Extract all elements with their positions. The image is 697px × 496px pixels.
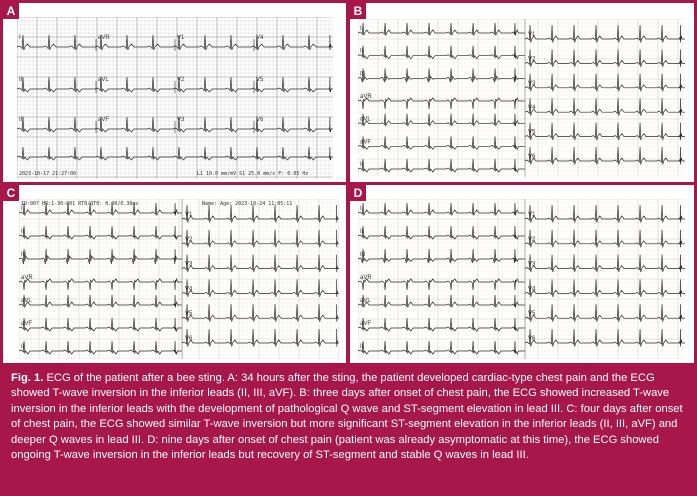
caption-text: ECG of the patient after a bee sting. A: 34 hours after the sting, the patient developed cardiac-type chest pain and the ECG showed T-wave inversion in the inferior leads (II, III, aVF). B: three days after onset of chest pain, the ECG showed increased T-wave inversion in the inferior leads with the development of pathological Q wave and ST-segment elevation in lead III. C: four days after onset of chest pain, the ECG showed similar T-wave inversion but more significant ST-segment elevation in the inferior leads (II, III, aVF) and deeper Q waves in lead III. D: nine days after onset of chest pain (patient was already asymptomatic at this time), the ECG showed ongoing T-wave inversion in the inferior leads but recovery of ST-segment and stable Q waves in lead III. <box>11 372 683 462</box>
lead-label: V5 <box>528 311 536 318</box>
lead-label: II <box>360 48 364 55</box>
ecg-trace <box>358 136 525 149</box>
lead-label: aVF <box>360 139 372 146</box>
ecg-trace <box>19 226 182 239</box>
lead-label: V4 <box>256 35 264 41</box>
lead-label: V5 <box>528 129 536 136</box>
ecg-trace <box>358 295 525 308</box>
lead-label: V2 <box>528 56 536 63</box>
ecg-trace <box>358 279 525 290</box>
lead-label: I <box>360 206 362 212</box>
caption-label: Fig. 1. <box>11 372 44 384</box>
lead-label: V1 <box>528 212 536 218</box>
ecg-trace <box>358 203 525 216</box>
lead-label: V6 <box>528 154 536 160</box>
ecg-trace <box>358 226 525 239</box>
lead-label: II <box>21 229 25 235</box>
lead-label: V1 <box>177 35 185 41</box>
ecg-strip-image <box>358 199 685 359</box>
lead-label: V6 <box>256 117 264 123</box>
ecg-trace <box>182 279 339 297</box>
ecg-trace <box>19 279 182 290</box>
panel-label: C <box>3 185 19 201</box>
lead-label: V3 <box>185 261 193 268</box>
ecg-trace <box>358 68 525 82</box>
lead-label: V4 <box>528 105 536 112</box>
footer-settings: L1 10.0 mm/mV S1 25.0 mm/s F: 0.05 Hz <box>197 171 309 177</box>
lead-label: V2 <box>528 236 536 243</box>
ecg-strip-image <box>17 17 333 179</box>
lead-label: aVL <box>360 298 371 304</box>
lead-label: aVR <box>21 275 33 281</box>
ecg-trace <box>525 25 685 43</box>
lead-label: aVF <box>21 321 33 327</box>
panel-label: A <box>3 3 19 19</box>
ecg-trace <box>19 295 182 308</box>
lead-label: II <box>360 229 364 235</box>
ecg-tracing <box>358 19 685 177</box>
lead-label: aVL <box>360 116 371 123</box>
ecg-trace <box>358 159 525 172</box>
lead-label: I <box>21 206 23 212</box>
ecg-tracing <box>358 199 685 359</box>
lead-label: aVR <box>360 94 372 100</box>
lead-label: III <box>360 252 366 258</box>
lead-label: V3 <box>528 261 536 268</box>
lead-label: aVF <box>98 117 110 123</box>
lead-label: V4 <box>185 286 193 293</box>
lead-label: aVL <box>21 298 32 304</box>
lead-label: V6 <box>528 336 536 342</box>
ecg-tracing <box>19 199 339 359</box>
ecg-panel-d <box>350 185 694 363</box>
ecg-trace <box>525 205 685 223</box>
ecg-trace <box>358 23 525 36</box>
lead-label: III <box>360 71 366 78</box>
ecg-panel-b <box>350 3 694 182</box>
lead-label: V5 <box>256 77 264 83</box>
ecg-strip-image <box>19 199 339 359</box>
lead-label: V6 <box>185 336 193 342</box>
lead-label: II <box>360 344 364 350</box>
ecg-panel-c <box>3 185 346 363</box>
ecg-trace <box>525 74 685 92</box>
figure-caption <box>3 367 694 493</box>
lead-label: II <box>21 344 25 350</box>
lead-label: II <box>360 162 364 168</box>
ecg-trace <box>525 147 685 165</box>
lead-label: V1 <box>528 32 536 38</box>
ecg-trace <box>358 318 525 331</box>
ecg-trace <box>358 98 525 109</box>
lead-label: V2 <box>177 77 185 83</box>
ecg-header: ID:007 HR:1-30-801 RT0/QT0: 0.0R/0.36ms <box>21 201 139 207</box>
ecg-trace <box>525 255 685 273</box>
lead-label: V3 <box>528 80 536 87</box>
lead-label: aVR <box>98 35 110 41</box>
ecg-trace <box>19 249 182 264</box>
lead-label: aVF <box>360 321 372 327</box>
lead-label: I <box>360 26 362 32</box>
ecg-trace <box>525 230 685 248</box>
panel-label: D <box>350 185 366 201</box>
ecg-tracing <box>17 17 333 179</box>
ecg-grid <box>358 19 685 177</box>
ecg-strip-image <box>358 19 685 177</box>
lead-label: V5 <box>185 311 193 318</box>
lead-label: V3 <box>177 117 185 123</box>
ecg-panel-a <box>3 3 346 182</box>
ecg-grid <box>358 19 685 177</box>
lead-label: V4 <box>528 286 536 293</box>
lead-label: V1 <box>185 212 193 218</box>
ecg-trace <box>358 46 525 59</box>
ecg-trace <box>525 329 685 347</box>
ecg-trace <box>525 49 685 67</box>
ecg-trace <box>182 255 339 273</box>
lead-label: III <box>21 252 27 258</box>
ecg-header-right: Name: Age: 2023-10-24 11:05:11 <box>202 201 293 207</box>
ecg-trace <box>525 123 685 141</box>
lead-label: I <box>19 35 21 41</box>
lead-label: aVL <box>98 77 109 83</box>
lead-label: III <box>19 117 25 123</box>
panel-label: B <box>350 3 366 19</box>
lead-label: V2 <box>185 236 193 243</box>
lead-label: aVR <box>360 275 372 281</box>
ecg-trace <box>19 318 182 331</box>
ecg-trace <box>182 329 339 347</box>
ecg-trace <box>525 279 685 297</box>
lead-label: II <box>19 77 23 83</box>
ecg-trace <box>182 205 339 223</box>
ecg-trace <box>358 114 525 127</box>
footer-timestamp: 2023-10-17 21:27:00 <box>19 171 77 177</box>
ecg-trace <box>182 230 339 248</box>
